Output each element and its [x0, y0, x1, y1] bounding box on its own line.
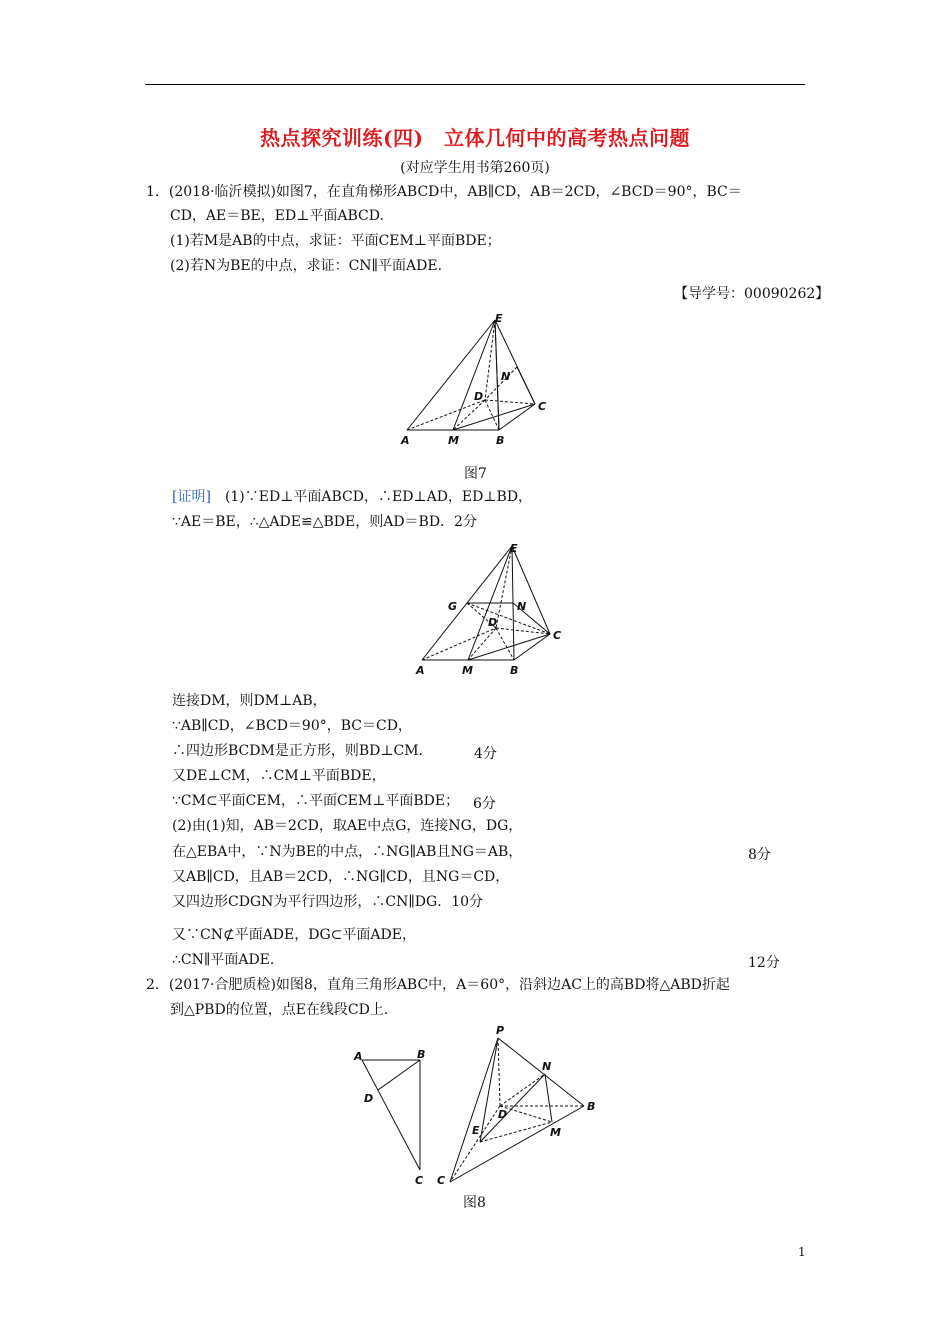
proof-step-8: 又AB∥CD，且AB＝2CD，∴NG∥CD，且NG＝CD， — [172, 869, 510, 885]
fig7-label-a: A — [401, 434, 410, 447]
problem1-line-4: (2)若N为BE的中点，求证：CN∥平面ADE. — [170, 258, 443, 274]
figure-8-folded — [430, 1022, 605, 1192]
problem1-line-2: CD，AE＝BE，ED⊥平面ABCD. — [170, 208, 384, 224]
proof1-line-1 — [172, 487, 532, 507]
fig-proof-label-c: C — [553, 629, 562, 642]
fig8-left-label-d: D — [364, 1092, 374, 1105]
proof1-line-2: ∵AE＝BE，∴△ADE≌△BDE，则AD＝BD．2分 — [172, 514, 477, 530]
fig8-left-label-a: A — [354, 1050, 363, 1063]
fig8-right-label-d: D — [498, 1108, 508, 1121]
guide-number: 【导学号：00090262】 — [674, 286, 830, 302]
page-title: 热点探究训练(四) 立体几何中的高考热点问题 — [260, 126, 690, 150]
score-8: 8分 — [748, 847, 771, 863]
page-subtitle: (对应学生用书第260页) — [400, 160, 550, 176]
fig8-left-label-b: B — [417, 1048, 426, 1061]
proof-step-5: ∵CM⊂平面CEM，∴平面CEM⊥平面BDE； — [172, 793, 460, 809]
proof-step-7: 在△EBA中，∵N为BE的中点，∴NG∥AB且NG＝AB， — [172, 844, 523, 860]
fig-proof-label-m: M — [462, 664, 473, 677]
fig-proof-label-e: E — [510, 542, 518, 555]
fig7-label-m: M — [448, 434, 459, 447]
problem1-line-3: (1)若M是AB的中点，求证：平面CEM⊥平面BDE； — [170, 233, 501, 249]
fig7-label-n: N — [501, 370, 511, 383]
fig7-label-c: C — [538, 400, 547, 413]
figure-8-caption: 图8 — [463, 1195, 486, 1211]
proof-step-3: ∴四边形BCDM是正方形，则BD⊥CM． — [172, 743, 433, 759]
problem1-line-1: 1．(2018·临沂模拟)如图7，在直角梯形ABCD中，AB∥CD，AB＝2CD，∠BCD＝90°，BC＝ — [146, 184, 742, 200]
proof1-line-1-text: (1)∵ED⊥平面ABCD，∴ED⊥AD，ED⊥BD， — [224, 489, 533, 505]
proof-step-4: 又DE⊥CM，∴CM⊥平面BDE， — [172, 768, 386, 784]
fig8-right-label-m: M — [550, 1126, 561, 1139]
header-rule — [145, 84, 805, 85]
fig-proof-label-a: A — [416, 664, 425, 677]
proof-step-9: 又四边形CDGN为平行四边形，∴CN∥DG．10分 — [172, 894, 484, 910]
fig8-right-label-n: N — [542, 1060, 552, 1073]
proof-tag: [证明] — [172, 489, 211, 505]
fig7-label-e: E — [495, 312, 503, 325]
problem2-line-1: 2．(2017·合肥质检)如图8，直角三角形ABC中，A＝60°，沿斜边AC上的高BD将△ABD折起 — [146, 977, 730, 993]
proof-step-10: 又∵CN⊄平面ADE，DG⊂平面ADE， — [172, 927, 416, 943]
score-4: 4分 — [474, 746, 497, 762]
fig8-right-label-e: E — [472, 1124, 480, 1137]
figure-7-pyramid — [395, 310, 565, 450]
score-12: 12分 — [748, 955, 780, 971]
fig8-right-label-c: C — [437, 1174, 446, 1187]
fig8-right-label-b: B — [587, 1100, 596, 1113]
proof-step-1: 连接DM，则DM⊥AB， — [172, 693, 327, 709]
fig-proof-label-g: G — [448, 600, 458, 613]
figure-8-triangle — [348, 1046, 438, 1191]
page-number: 1 — [798, 1245, 806, 1259]
problem2-line-2: 到△PBD的位置，点E在线段CD上. — [170, 1002, 389, 1018]
fig-proof-label-d: D — [488, 616, 498, 629]
fig7-label-b: B — [496, 434, 505, 447]
fig7-label-d: D — [474, 390, 484, 403]
fig-proof-label-b: B — [510, 664, 519, 677]
score-6: 6分 — [473, 796, 496, 812]
figure-proof-pyramid — [410, 538, 580, 678]
fig8-left-label-c: C — [415, 1174, 424, 1187]
fig-proof-label-n: N — [517, 600, 527, 613]
fig8-right-label-p: P — [496, 1024, 505, 1037]
proof-step-2: ∵AB∥CD，∠BCD＝90°，BC＝CD， — [172, 718, 412, 734]
figure-7-caption: 图7 — [464, 466, 487, 482]
proof-step-11: ∴CN∥平面ADE. — [172, 952, 275, 968]
proof-step-6: (2)由(1)知，AB＝2CD，取AE中点G，连接NG，DG， — [172, 818, 523, 834]
